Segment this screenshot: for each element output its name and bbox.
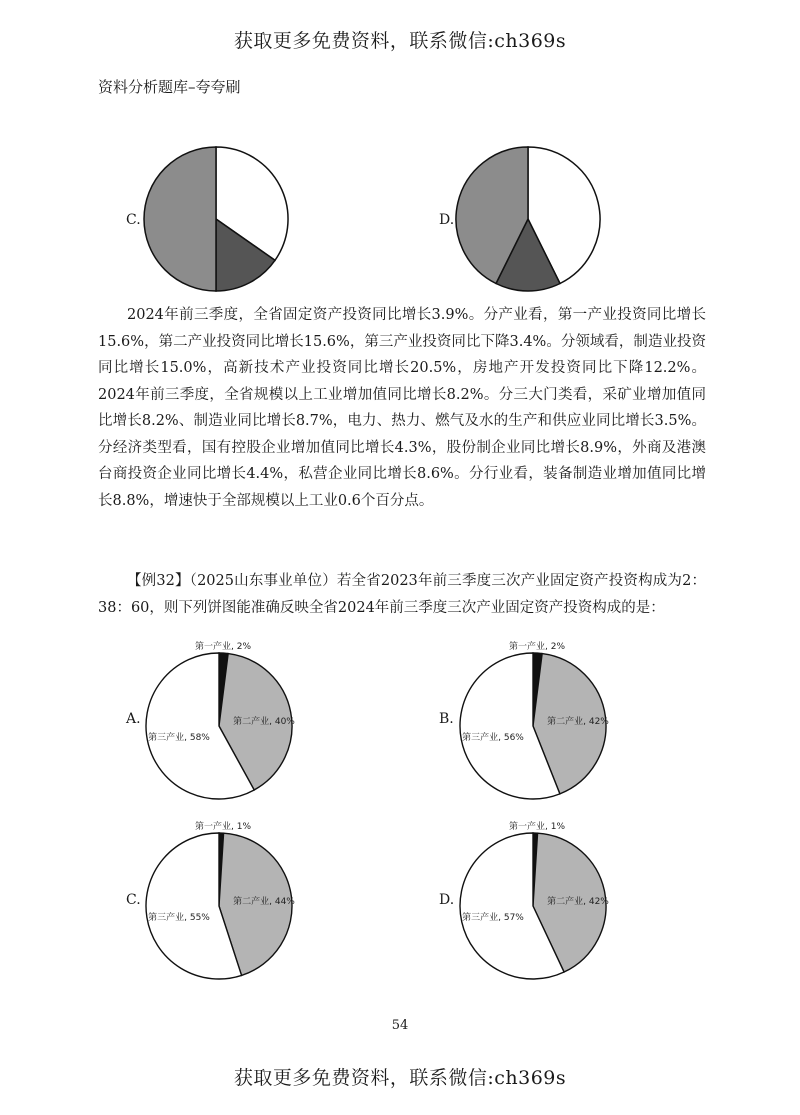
option-letter-b: B. bbox=[439, 711, 454, 727]
pie-label-secondary: 第二产业, 42% bbox=[547, 897, 609, 907]
option-letter-c: C. bbox=[126, 892, 141, 908]
pie-label-secondary: 第二产业, 40% bbox=[233, 717, 295, 727]
pie-chart-option-a bbox=[130, 630, 330, 810]
pie-label-secondary: 第二产业, 44% bbox=[233, 897, 295, 907]
pie-label-primary: 第一产业, 2% bbox=[195, 642, 251, 652]
paragraph-question: 【例32】（2025山东事业单位）若全省2023年前三季度三次产业固定资产投资构成为2：38：60，则下列饼图能准确反映全省2024年前三季度三次产业固定资产投资构成的是： bbox=[98, 573, 706, 616]
pie-option-c-top bbox=[140, 146, 300, 294]
pie-label-primary: 第一产业, 1% bbox=[509, 822, 565, 832]
pie-label-tertiary: 第三产业, 55% bbox=[148, 913, 210, 923]
pie-label-tertiary: 第三产业, 56% bbox=[462, 733, 524, 743]
pie-label-tertiary: 第三产业, 57% bbox=[462, 913, 524, 923]
option-letter-d: D. bbox=[439, 892, 455, 908]
paragraph-data: 2024年前三季度，全省固定资产投资同比增长3.9%。分产业看，第一产业投资同比增长15.6%，第二产业投资同比增长15.6%，第三产业投资同比下降3.4%。分领域看，制造业投资同比增长15.0%，高新技术产业投资同比增长20.5%，房地产开发投资同比下降12.2%。2024年前三季度，全省规模以上工业增加值同比增长8.2%。分三大门类看，采矿业增加值同比增长8.2%、制造业同比增长8.7%，电力、热力、燃气及水的生产和供应业同比增长3.5%。分经济类型看，国有控股企业增加值同比增长4.3%，股份制企业同比增长8.9%，外商及港澳台商投资企业同比增长4.4%，私营企业同比增长8.6%。分行业看，装备制造业增加值同比增长8.8%，增速快于全部规模以上工业0.6个百分点。 bbox=[98, 307, 706, 509]
pie-option-d-top bbox=[454, 146, 614, 294]
pie-label-secondary: 第二产业, 42% bbox=[547, 717, 609, 727]
pie-c-top-slice-gray bbox=[144, 147, 216, 291]
pie-label-tertiary: 第三产业, 58% bbox=[148, 733, 210, 743]
banner-top: 获取更多免费资料，联系微信:ch369s bbox=[233, 30, 567, 52]
pie-chart-option-b bbox=[444, 630, 644, 810]
pie-chart-option-d bbox=[444, 810, 644, 990]
page-number: 54 bbox=[391, 1018, 409, 1033]
banner-bottom: 获取更多免费资料，联系微信:ch369s bbox=[233, 1067, 567, 1089]
pie-chart-option-c bbox=[130, 810, 330, 990]
header-title: 资料分析题库–夸夸刷 bbox=[98, 78, 241, 96]
pie-label-primary: 第一产业, 2% bbox=[509, 642, 565, 652]
option-letter-a: A. bbox=[126, 711, 141, 727]
pie-label-primary: 第一产业, 1% bbox=[195, 822, 251, 832]
option-letter-c-top: C. bbox=[126, 212, 141, 228]
option-letter-d-top: D. bbox=[439, 212, 455, 228]
